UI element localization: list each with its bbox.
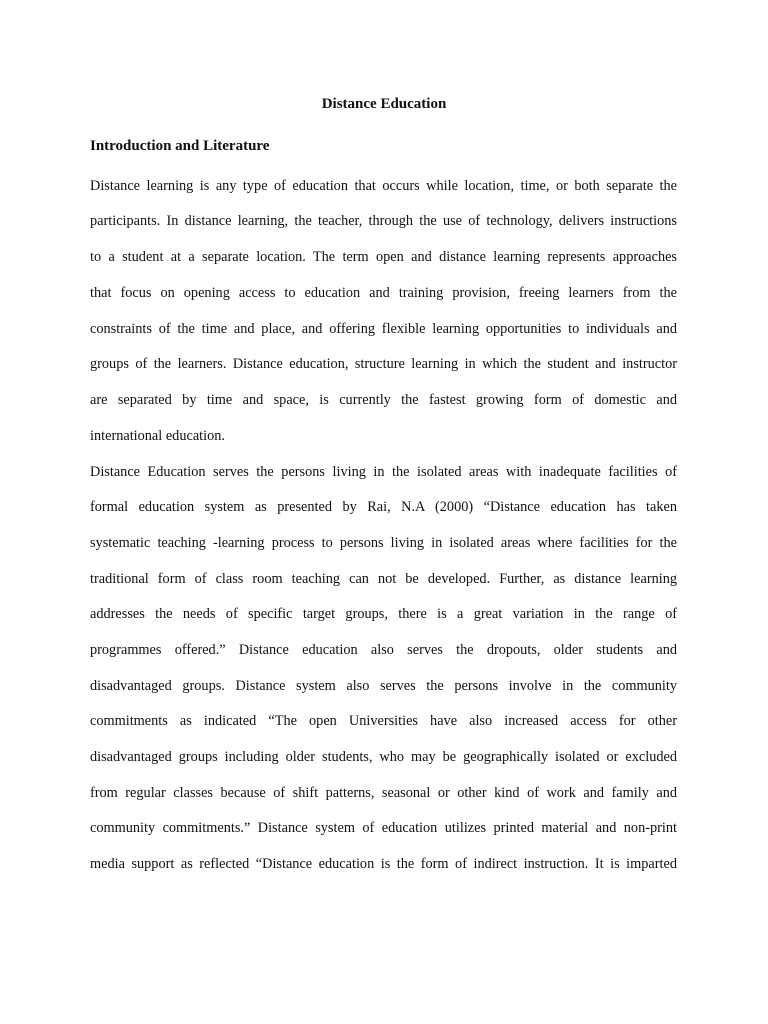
paragraph-line: formal education system as presented by Rai, N.A (2000) “Distance education has taken [90, 499, 677, 515]
paragraph-line: media support as reflected “Distance education is the form of indirect instruction. It is imparted [90, 856, 677, 872]
paragraph-line: are separated by time and space, is currently the fastest growing form of domestic and [90, 392, 677, 408]
paragraph-line: to a student at a separate location. The term open and distance learning represents approaches [90, 249, 677, 265]
paragraph-line: systematic teaching -learning process to persons living in isolated areas where facilities for the [90, 535, 677, 551]
paragraph-line: constraints of the time and place, and offering flexible learning opportunities to individuals and [90, 321, 677, 337]
paragraph-line: Distance learning is any type of education that occurs while location, time, or both separate the [90, 178, 677, 194]
paragraph-line: addresses the needs of specific target groups, there is a great variation in the range of [90, 606, 677, 622]
paragraph-line: that focus on opening access to education and training provision, freeing learners from the [90, 285, 677, 301]
paragraph-line: commitments as indicated “The open Universities have also increased access for other [90, 713, 677, 729]
section-heading: Introduction and Literature [90, 138, 270, 154]
paragraph-line: international education. [90, 428, 225, 444]
paragraph-line: disadvantaged groups. Distance system also serves the persons involve in the community [90, 678, 677, 694]
paragraph-line: Distance Education serves the persons living in the isolated areas with inadequate facilities of [90, 464, 677, 480]
paragraph-line: community commitments.” Distance system of education utilizes printed material and non-print [90, 820, 677, 836]
paragraph-line: from regular classes because of shift patterns, seasonal or other kind of work and family and [90, 785, 677, 801]
document-title: Distance Education [321, 96, 447, 112]
paragraph-line: participants. In distance learning, the teacher, through the use of technology, delivers instructions [90, 213, 677, 229]
paragraph-line: groups of the learners. Distance education, structure learning in which the student and instructor [90, 356, 677, 372]
paragraph-line: traditional form of class room teaching can not be developed. Further, as distance learning [90, 571, 677, 587]
paragraph-line: disadvantaged groups including older students, who may be geographically isolated or excluded [90, 749, 677, 765]
paragraph-line: programmes offered.” Distance education also serves the dropouts, older students and [90, 642, 677, 658]
